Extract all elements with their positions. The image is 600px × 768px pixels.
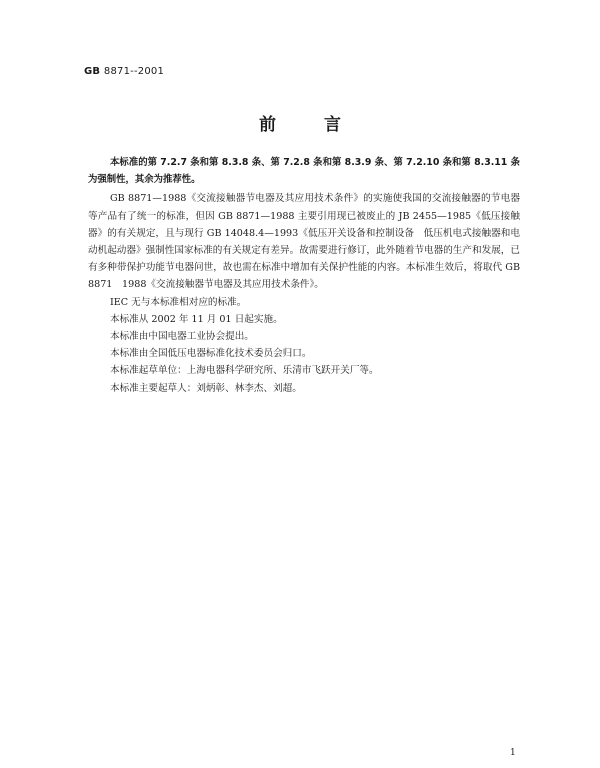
drafting-units: 本标准起草单位：上海电器科学研究所、乐清市飞跃开关厂等。 [110, 365, 379, 377]
page-number: 1 [510, 748, 516, 758]
main-paragraph: GB 8871—1988《交流接触器节电器及其应用技术条件》的实施使我国的交流接触器的节电器等产品有了统一的标准，但因 GB 8871—1988 主要引用现已被废止的 JB 2455—1985《低压接触器》的有关规定，且与现行 GB 14048.4—1993《低压开关设备和控制设备 低压机电式接触器和电动机起动器》强制性国家标准的有关规定有差异。故需要进行修订，此外随着节电器的生产和发展，已有多种带保护功能节电器问世，故也需在标准中增加有关保护性能的内容。本标准生效后，将取代 GB 8871 1988《交流接触器节电器及其应用技术条件》。 [88, 193, 520, 291]
proposed-by: 本标准由中国电器工业协会提出。 [110, 331, 254, 343]
foreword-body [88, 154, 520, 397]
standard-prefix: GB [84, 66, 101, 77]
iec-note: IEC 无与本标准相对应的标准。 [110, 296, 247, 308]
page-title: 前言 [259, 115, 389, 135]
effective-date: 本标准从 2002 年 11 月 01 日起实施。 [110, 313, 283, 325]
standard-number: 8871--2001 [103, 66, 165, 77]
managed-by: 本标准由全国低压电器标准化技术委员会归口。 [110, 348, 312, 360]
main-drafters: 本标准主要起草人：刘炳彰、林李杰、刘超。 [110, 382, 302, 394]
mandatory-clause-paragraph: 本标准的第 7.2.7 条和第 8.3.8 条、第 7.2.8 条和第 8.3.9 条、第 7.2.10 条和第 8.3.11 条为强制性，其余为推荐性。 [88, 157, 520, 186]
standard-code [84, 66, 164, 77]
